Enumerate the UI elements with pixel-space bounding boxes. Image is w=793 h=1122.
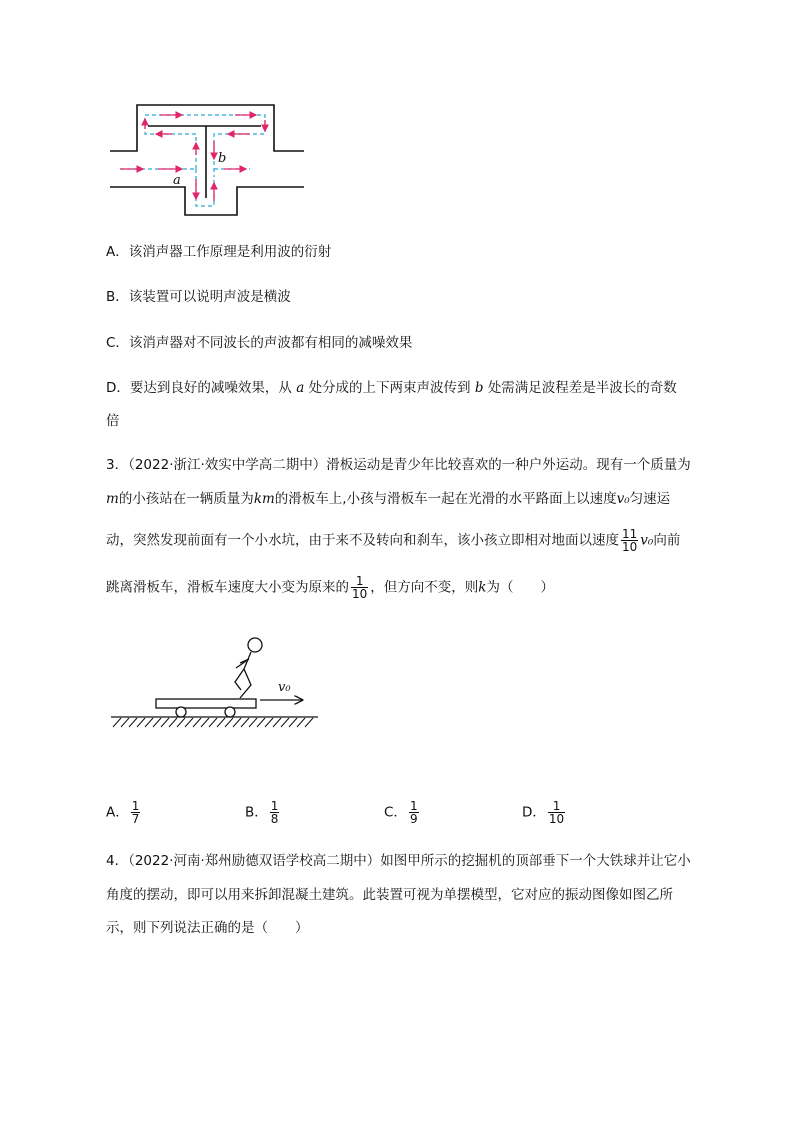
label-b: b: [218, 151, 227, 166]
label-v0: v₀: [278, 680, 291, 695]
q3-line-3: 动，突然发现前面有一个小水坑，由于来不及转向和刹车，该小孩立即相对地面以速度 $\frac{11}{10}$ v₀向前: [106, 527, 681, 554]
q2-option-d-cont: 倍: [106, 413, 120, 429]
q4-line-1: 4．（2022·河南·郑州励德双语学校高二期中）如图甲所示的挖掘机的顶部垂下一个大铁球并让它小: [106, 853, 691, 869]
wheel-right: [225, 707, 235, 717]
tube-walls: [110, 105, 304, 215]
q3-line-2: m的小孩站在一辆质量为km的滑板车上,小孩与滑板车一起在光滑的水平路面上以速度v₀匀速运: [106, 491, 671, 507]
fraction-11-10: $\frac{11}{10}$: [622, 527, 638, 554]
skateboard-figure: [108, 632, 323, 732]
q3-option-b: B． $\frac{1}{8}$: [245, 799, 279, 826]
wheel-left: [176, 707, 186, 717]
q3-line-1: 3．（2022·浙江·效实中学高二期中）滑板运动是青少年比较喜欢的一种户外运动。现有一个质量为: [106, 457, 691, 473]
child-body: [235, 652, 251, 690]
q3-option-a: A． $\frac{1}{7}$: [106, 799, 140, 826]
skateboard-deck: [156, 699, 256, 708]
q3-line-4: 跳离滑板车，滑板车速度大小变为原来的 $\frac{1}{10}$ ，但方向不变，则k为（ ）: [106, 574, 554, 601]
wave-paths: [120, 115, 265, 206]
q2-option-a: A．该消声器工作原理是利用波的衍射: [106, 244, 332, 260]
q2-option-d: D．要达到良好的减噪效果，从 a 处分成的上下两束声波传到 b 处需满足波程差是半波长的奇数: [106, 380, 677, 396]
label-a: a: [173, 173, 181, 188]
ground-hatching: [113, 718, 313, 727]
q3-option-c: C． $\frac{1}{9}$: [384, 799, 418, 826]
q2-option-c: C．该消声器对不同波长的声波都有相同的减噪效果: [106, 335, 413, 351]
q4-line-3: 示，则下列说法正确的是（ ）: [106, 920, 309, 936]
q3-source: （2022·浙江·效实中学高二期中）: [128, 457, 327, 473]
fraction-1-10: $\frac{1}{10}$: [352, 574, 368, 601]
wave-arrows: [120, 115, 265, 201]
q3-option-d: D． $\frac{1}{10}$: [522, 799, 565, 826]
muffler-figure: [100, 95, 315, 220]
child-head: [248, 638, 262, 652]
q4-source: （2022·河南·郑州励德双语学校高二期中）: [128, 853, 381, 869]
q2-option-b: B．该装置可以说明声波是横波: [106, 289, 291, 305]
q4-line-2: 角度的摆动，即可以用来拆卸混凝土建筑。此装置可视为单摆模型，它对应的振动图像如图乙所: [106, 887, 673, 903]
